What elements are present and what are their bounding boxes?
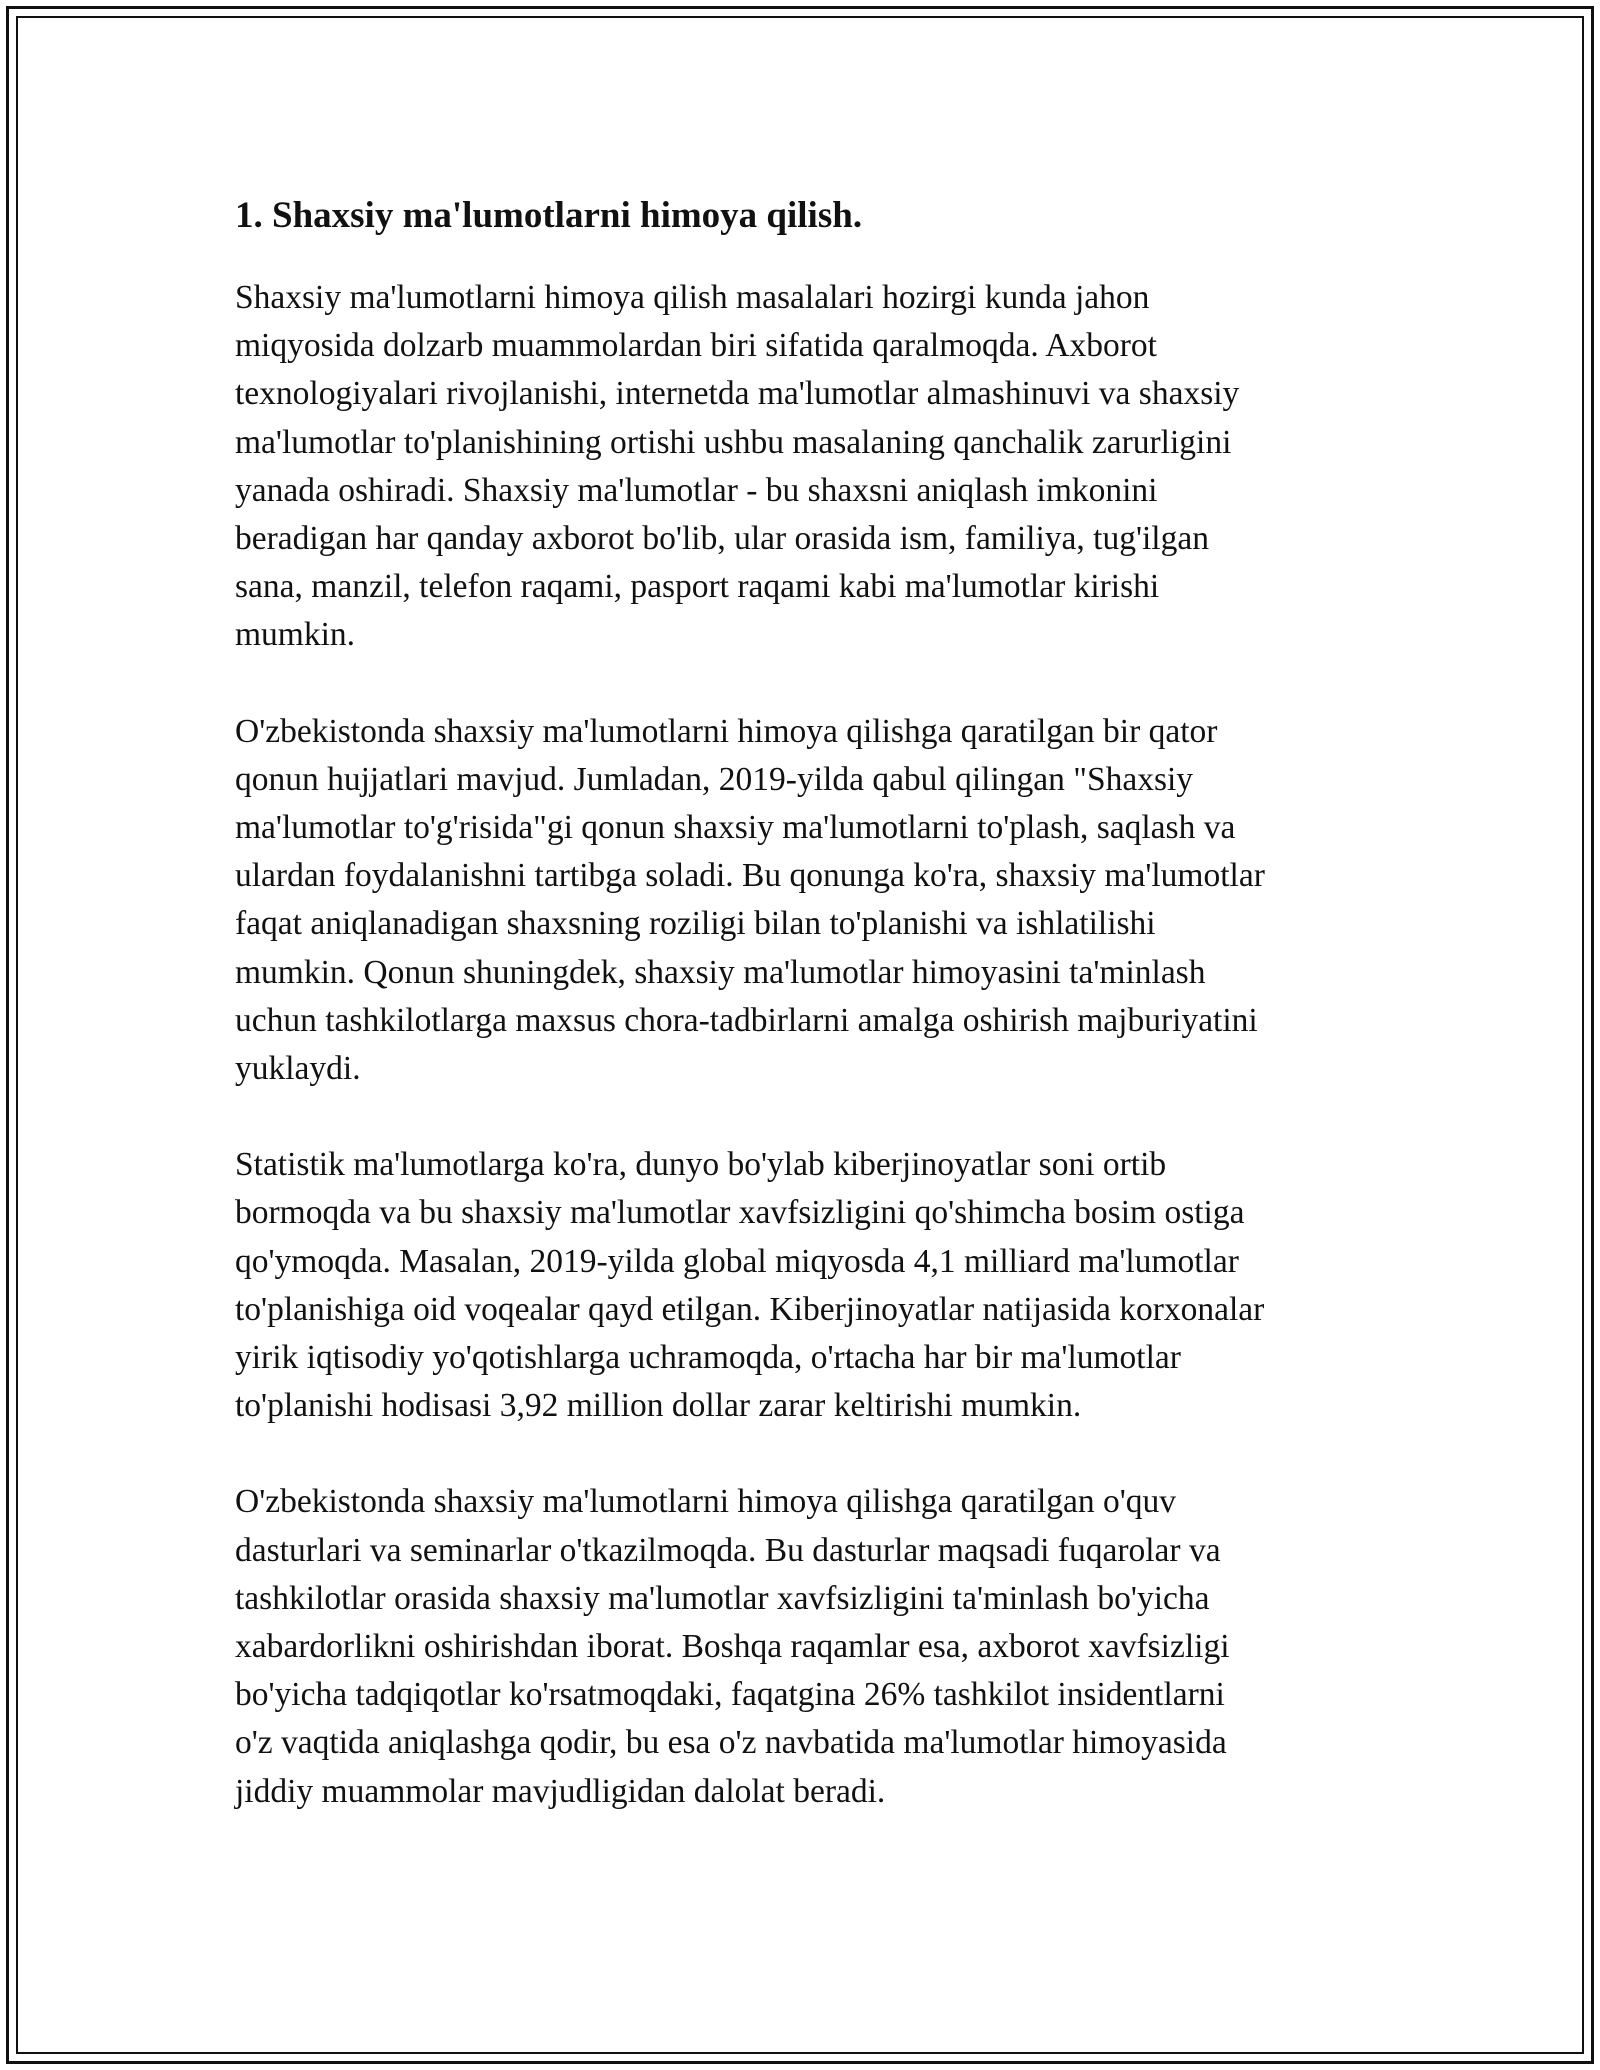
text-line: beradigan har qanday axborot bo'lib, ular orasida ism, familiya, tug'ilgan — [235, 520, 1209, 558]
text-line: bormoqda va bu shaxsiy ma'lumotlar xavfsizligini qo'shimcha bosim ostiga — [235, 1194, 1245, 1232]
paragraph-1 — [235, 274, 1385, 660]
text-line: uchun tashkilotlarga maxsus chora-tadbirlarni amalga oshirish majburiyatini — [235, 1001, 1258, 1039]
text-line: yirik iqtisodiy yo'qotishlarga uchramoqda, o'rtacha har bir ma'lumotlar — [235, 1339, 1181, 1377]
text-line: qonun hujjatlari mavjud. Jumladan, 2019-yilda qabul qilingan "Shaxsiy — [235, 760, 1194, 798]
text-line: jiddiy muammolar mavjudligidan dalolat beradi. — [235, 1772, 886, 1810]
text-line: Shaxsiy ma'lumotlarni himoya qilish masalalari hozirgi kunda jahon — [235, 279, 1150, 316]
text-line: faqat aniqlanadigan shaxsning roziligi bilan to'planishi va ishlatilishi — [235, 905, 1156, 943]
document-body — [235, 186, 1385, 1864]
text-line: to'planishiga oid voqealar qayd etilgan. Kiberjinoyatlar natijasida korxonalar — [235, 1290, 1265, 1328]
text-line: yanada oshiradi. Shaxsiy ma'lumotlar - bu shaxsni aniqlash imkonini — [235, 471, 1158, 509]
text-line: miqyosida dolzarb muammolardan biri sifatida qaralmoqda. Axborot — [235, 327, 1157, 365]
section-heading: 1. Shaxsiy ma'lumotlarni himoya qilish. — [235, 195, 863, 236]
text-line: O'zbekistonda shaxsiy ma'lumotlarni himoya qilishga qaratilgan o'quv — [235, 1483, 1177, 1521]
text-line: ma'lumotlar to'g'risida"gi qonun shaxsiy ma'lumotlarni to'plash, saqlash va — [235, 809, 1236, 847]
text-line: yuklaydi. — [235, 1050, 361, 1088]
text-line: bo'yicha tadqiqotlar ko'rsatmoqdaki, faqatgina 26% tashkilot insidentlarni — [235, 1676, 1225, 1714]
text-line: xabardorlikni oshirishdan iborat. Boshqa raqamlar esa, axborot xavfsizligi — [235, 1628, 1230, 1666]
text-line: mumkin. — [235, 616, 356, 654]
text-line: O'zbekistonda shaxsiy ma'lumotlarni himoya qilishga qaratilgan bir qator — [235, 712, 1218, 750]
text-line: sana, manzil, telefon raqami, pasport raqami kabi ma'lumotlar kirishi — [235, 568, 1160, 606]
text-line: dasturlari va seminarlar o'tkazilmoqda. Bu dasturlar maqsadi fuqarolar va — [235, 1531, 1221, 1569]
paragraph-4 — [235, 1478, 1385, 1815]
text-line: Statistik ma'lumotlarga ko'ra, dunyo bo'ylab kiberjinoyatlar soni ortib — [235, 1146, 1167, 1184]
text-line: texnologiyalari rivojlanishi, internetda ma'lumotlar almashinuvi va shaxsiy — [235, 375, 1240, 413]
text-line: o'z vaqtida aniqlashga qodir, bu esa o'z navbatida ma'lumotlar himoyasida — [235, 1724, 1227, 1762]
text-line: mumkin. Qonun shuningdek, shaxsiy ma'lumotlar himoyasini ta'minlash — [235, 953, 1206, 991]
text-line: tashkilotlar orasida shaxsiy ma'lumotlar xavfsizligini ta'minlash bo'yicha — [235, 1579, 1210, 1617]
paragraph-2 — [235, 708, 1385, 1094]
text-line: to'planishi hodisasi 3,92 million dollar zarar keltirishi mumkin. — [235, 1387, 1082, 1425]
paragraph-3 — [235, 1141, 1385, 1430]
text-line: ulardan foydalanishni tartibga soladi. Bu qonunga ko'ra, shaxsiy ma'lumotlar — [235, 857, 1265, 895]
text-line: ma'lumotlar to'planishining ortishi ushbu masalaning qanchalik zarurligini — [235, 423, 1232, 461]
text-line: qo'ymoqda. Masalan, 2019-yilda global miqyosda 4,1 milliard ma'lumotlar — [235, 1242, 1239, 1280]
